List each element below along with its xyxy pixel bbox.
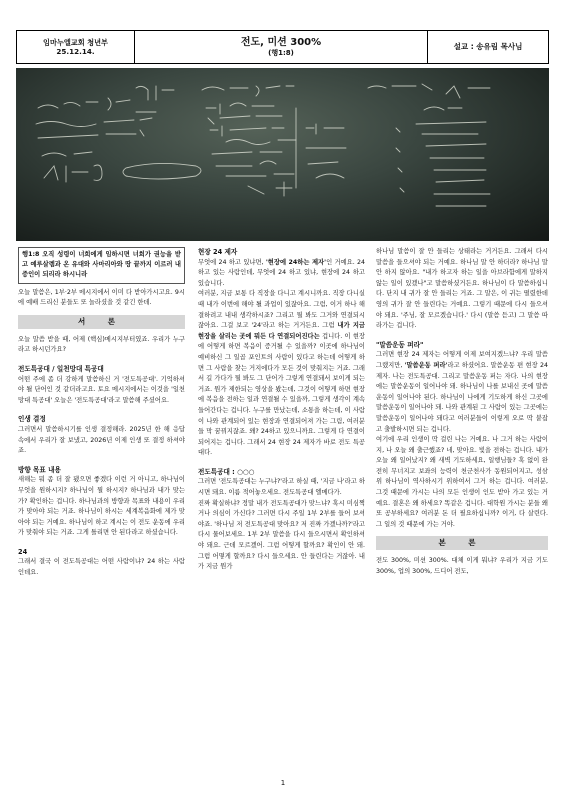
paragraph: 그러면 '전도특공대는 누구냐?'라고 하실 때, '지금 나'라고 하시면 돼요. 이름 적어놓으세요. 전도특공대 엘메다가. [198,478,365,497]
paragraph: 그러면 현장 24 제자는 어떻게 이제 보여지겠느냐? 우리 말씀 그랬지만, '말씀운동 퍼라'라고 하셨어요. 말씀운동 편 현장 24 제자. 나는 전도특공대. 그리고 말씀운동 퍼는 자다. 나의 현장에는 말씀운동이 일어나야 돼. 하나님이 나를 보내신 곳에 말씀운동이 일어나야 된다. 하나님이 나에게 기도하게 하신 그곳에 말씀운동이 일어나야 돼. 나와 관계된 그 사람이 있는 그곳에는 말씀운동이 일어나야 돼다고 여러분들이 이렇게 오로 딱 붙잡고 출발하시면 되는 겁니다. [376,351,548,433]
subheading: 방향 목표 내용 [18,465,61,474]
subheading: 인생 결정 [18,415,46,424]
subheading: 전도특공대 : ○○○ [198,467,255,476]
key-verse: 행1:8 오직 성령이 너희에게 임하시면 너희가 권능을 받고 예루살렘과 온 유대와 사마리아와 땅 끝까지 이르러 내 증인이 되리라 하시니라 [18,247,185,284]
church-name: 임마누엘교회 청년부 [43,37,108,47]
text-column-3 [376,247,548,578]
paragraph: 오늘 말씀 받을 때, 어제 (핵심)메시지부터였죠. 우리가 누구라고 하시던가요? [18,335,185,354]
paragraph: 전도 300%, 미션 300%. 대체 이게 뭐냐? 우리가 지금 기도 300%, 업의 300%, 드디어 전도, [376,557,548,576]
paragraph: 새해는 뭐 좀 더 잘 됐으면 좋겠다 이런 거 아니고, 하나님이 무엇을 원하시지? 하나님이 뭘 하시지? 하나님과 내가 맞는가? 확인하는 겁니다. 하나님과의 방향과 목표와 내용이 우리가 맞아야 되는 거죠. 하나님이 하시는 세계복음화에 제가 맞아야 되는 거예요. 하나님이 하고 계시는 이 전도 운동에 우리가 맞춰야 되는 거죠. 그게 틀리면 안 된다라고 하셨습니다. [18,476,185,537]
paragraph: 진짜 확실하냐? 정말 내가 전도특공대가 맞느냐? 혹시 미심쩍거나 의심이 가신다? 그러면 다시 주일 1부 2부를 들어 보셔야죠. '하나님 저 전도특공대 맞아요? 저 진짜 가겠나까?'라고 다시 물어보세요. 1부 2부 말씀을 다시 들으시면서 확인하셔야 돼요. 근데 모르겠어. 그럼 어떻게 할까요? 확인이 안 돼. 그럼 어떻게 할까요? 다시 들으세요. 안 들린다는 거잖아. 내가 지금 뭔가 [198,499,365,571]
subheading: 24 [18,547,28,556]
paragraph: 하나님 말씀이 잘 안 들리는 상태라는 거거든요. 그래서 다시 말씀을 들으셔야 되는 거예요. 하나님 말 안 하더라? 하나님 말 안 하지 않아요. "내가 하고자 하는 일을 아브라함에게 말하지 않는 일이 있겠나"고 말씀하셨거든요. 하나님이 다 말씀하십니다. 단지 내 귀가 잘 안 들리는 거죠. 그 말은, 이 귀는 떨렸한데 영의 귀가 잘 안 들린다는 거예요. 그렇기 때문에 다시 들으셔야 돼요. '주님, 잘 모르겠습니다.' 다시 (말씀 듣고) 그 말씀 따라가는 겁니다. [376,248,548,330]
sermon-scripture: (행1:8) [268,48,294,57]
subheading: 전도특공대 / 일천망대 특공대 [18,364,104,373]
chalkboard-photo [16,68,549,241]
section-main-heading: 본 론 [376,536,548,550]
sermon-title: 전도, 미션 300% [240,36,322,48]
church-info [17,31,135,63]
paragraph: 어떤 주에 좀 더 강하게 말씀하신 거 '전도특공대'. 기억하셔야 될 단어인 것 같더라고요. 토요 메시지에서는 이것을 '일천망대 특공대' 오늘은 '전도특공대'라고 말씀해 주셨어요. [18,375,185,404]
bulletin-date: 25.12.14. [56,47,95,56]
paragraph: 여러분, 지금 보통 다 직장을 다니고 계시니까요. 직장 다니실 때 내가 이번에 해야 될 과업이 있잖아요. 그럼, 이거 하나 해결하려고 내내 생각하시죠? 그리고 뭘 봐도 그거와 연결되시잖아요. 그걸 보고 '24'라고 하는 거거든요. 그럼 내가 지금 현장을 살리는 곳에 뭐든 다 연결되어진다는 겁니다. 이 현장에 어떻게 하면 복음이 증거될 수 있을까? 이곳에 하나님이 예비하신 그 일곱 포인트의 사람이 있다고 하는데 어떻게 하면 그 사람을 찾는 거지에다가 모든 것이 맞춰지는 거죠. 그래서 길 가다가 뭘 봐도 그 단어가 그렇게 연결돼서 보이게 되는 거죠. 뭔가 제한되는 영상을 봤는데, 그것이 어떻게 하면 현장에 복음을 전하는 일과 연결될 수 있을까, 그렇게 생각이 계속 들어간다는 겁니다. 누구를 만났는데, 소통을 하는데, 이 사람이 나와 관계되어 있는 현장과 연결되어져 가는 그림, 여러분들 막 꿈꿔지잖죠. 왜? 24하고 있으니까요. 그렇게 다 연결이 되어지는 겁니다. 그래서 24 현장 24 제자가 바로 전도 특공대다. [198,290,365,457]
sermon-title-block [135,31,428,63]
bulletin-header [16,30,549,64]
chalkboard-drawing [16,68,549,241]
paragraph: 그러면서 말씀하시기를 인생 결정해라. 2025년 한 해 응답 속에서 우리가 잘 보냈고, 2026년 이제 인생 또 결정 하셔야죠. [18,425,185,455]
paragraph: 그래서 결국 이 전도특공대는 어떤 사람이냐? 24 하는 사람인데요. [18,558,185,577]
intro-paragraph: 오늘 말씀은, 1부·2부 메시지에서 이미 다 받아가시고요. 9시에 예배 드리신 분들도 또 놀라셨을 것 같긴 한데. [18,288,185,307]
subheading: "말씀운동 퍼라" [376,340,424,349]
text-column-1 [18,247,185,579]
text-column-2 [198,247,365,573]
subheading: 현장 24 제자 [198,248,238,256]
paragraph: 무엇에 24 하고 있냐면, '현장에 24하는 제자'인 거예요. 24 하고 있는 사람인데, 무엇에 24 하고 있냐, 현장에 24 하고 있습니다. [198,258,366,287]
paragraph: 여기에 우리 인생이 딱 걸린 나는 거예요. 나 그거 하는 사람이지, 나 오늘 왜 출근했죠? 네, 맞아요. 빛을 전하는 겁니다. 내가 오늘 왜 일어났지? 왜 새벽 기도하세요, 일행님들? 혹 없이 완전히 무너지고 보좌의 능력이 천군천사가 동원되어지고, 성삼위 하나님이 역사하시기 위하여서 그거 하는 겁니다. 여러분, 그것 때문에 가시는 나의 모든 인생이 인도 받아 가고 있는 거예요. 결혼은 왜 하세요? 똑같은 겁니다. 대학원 가시는 분들 왜 또 공부하세요? 여러분 돈 더 필요하십니까? 이거, 다 살린다. 그 일의 것 때문에 가는 거야. [376,436,548,528]
section-intro-heading: 서 론 [18,315,185,329]
preacher-info: 설교 : 송유림 목사님 [453,42,523,52]
page-number: 1 [280,779,286,787]
